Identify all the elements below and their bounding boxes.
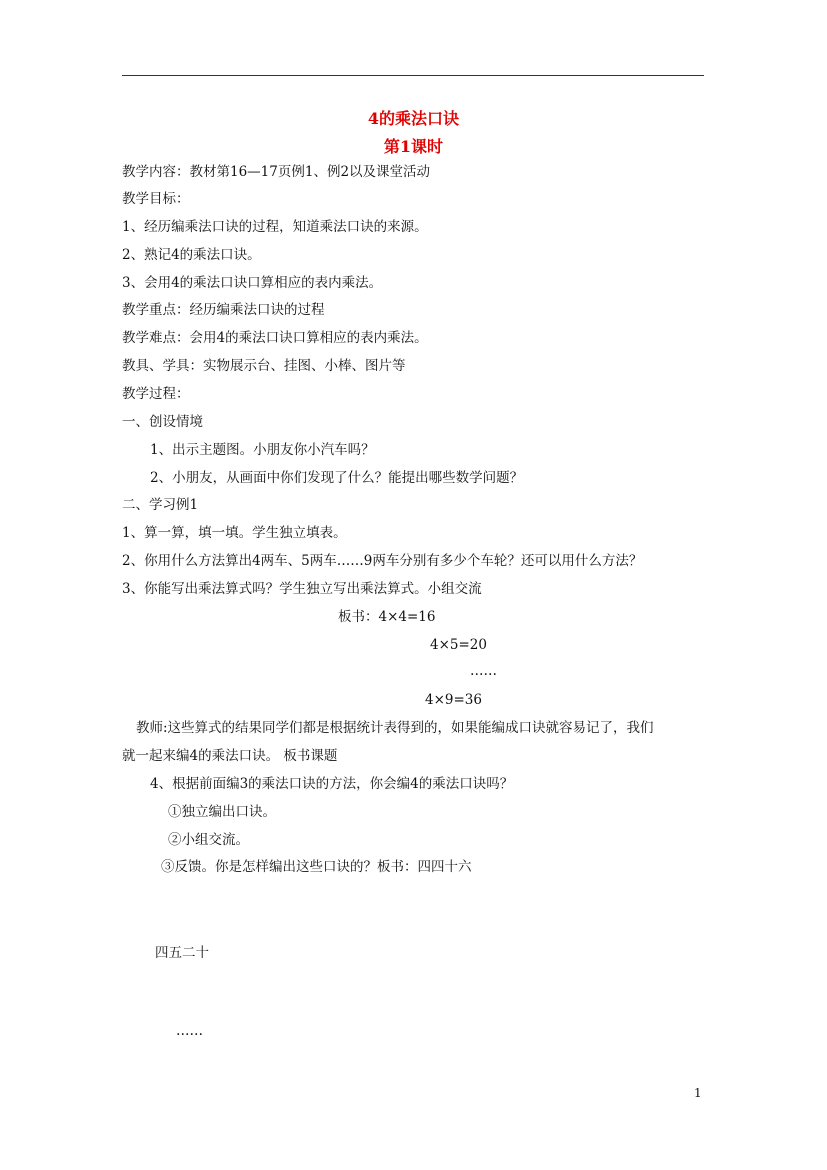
item4: 4、根据前面编3的乘法口诀的方法，你会编4的乘法口诀吗？ (150, 776, 514, 792)
section2-heading: 二、学习例1 (122, 497, 199, 513)
sub-item: ②小组交流。 (168, 832, 249, 848)
teacher-line: 教师:这些算式的结果同学们都是根据统计表得到的，如果能编成口诀就容易记了，我们 (136, 720, 654, 736)
page-number: 1 (694, 1086, 702, 1100)
teacher-line: 就一起来编4的乘法口诀。 板书课题 (122, 748, 338, 764)
tools: 教具、学具：实物展示台、挂图、小棒、图片等 (122, 358, 406, 374)
section2-item: 2、你用什么方法算出4两车、5两车……9两车分别有多少个车轮？还可以用什么方法？ (122, 553, 643, 569)
mnemonic-line: 四五二十 (155, 945, 209, 961)
section1-heading: 一、创设情境 (122, 414, 203, 430)
section1-item: 1、出示主题图。小朋友你小汽车吗？ (150, 442, 375, 458)
goal-item: 1、经历编乘法口诀的过程，知道乘法口诀的来源。 (122, 219, 428, 235)
lesson-subtitle: 第1课时 (383, 137, 444, 156)
section2-item: 1、算一算，填一填。学生独立填表。 (122, 525, 347, 541)
teaching-content: 教学内容：教材第16—17页例1、例2以及课堂活动 (122, 164, 431, 180)
sub-item: ①独立编出口诀。 (168, 804, 276, 820)
page-title: 4的乘法口诀 (367, 109, 460, 128)
board-equation: 板书：4×4=16 (338, 609, 436, 625)
board-equation: 4×9=36 (425, 692, 482, 708)
header-rule (122, 75, 704, 76)
section1-item: 2、小朋友，从画面中你们发现了什么？能提出哪些数学问题？ (150, 470, 524, 486)
difficulty: 教学难点：会用4的乘法口诀口算相应的表内乘法。 (122, 330, 428, 346)
section2-item: 3、你能写出乘法算式吗？学生独立写出乘法算式。小组交流 (122, 581, 482, 597)
process-heading: 教学过程： (122, 386, 190, 402)
goal-item: 2、熟记4的乘法口诀。 (122, 247, 261, 263)
board-ellipsis: …… (470, 663, 497, 679)
trailing-ellipsis: …… (176, 1023, 203, 1039)
board-equation: 4×5=20 (430, 637, 487, 653)
sub-item: ③反馈。你是怎样编出这些口诀的？板书：四四十六 (161, 859, 472, 875)
key-point: 教学重点：经历编乘法口诀的过程 (122, 302, 325, 318)
goals-heading: 教学目标： (122, 191, 190, 207)
goal-item: 3、会用4的乘法口诀口算相应的表内乘法。 (122, 275, 383, 291)
